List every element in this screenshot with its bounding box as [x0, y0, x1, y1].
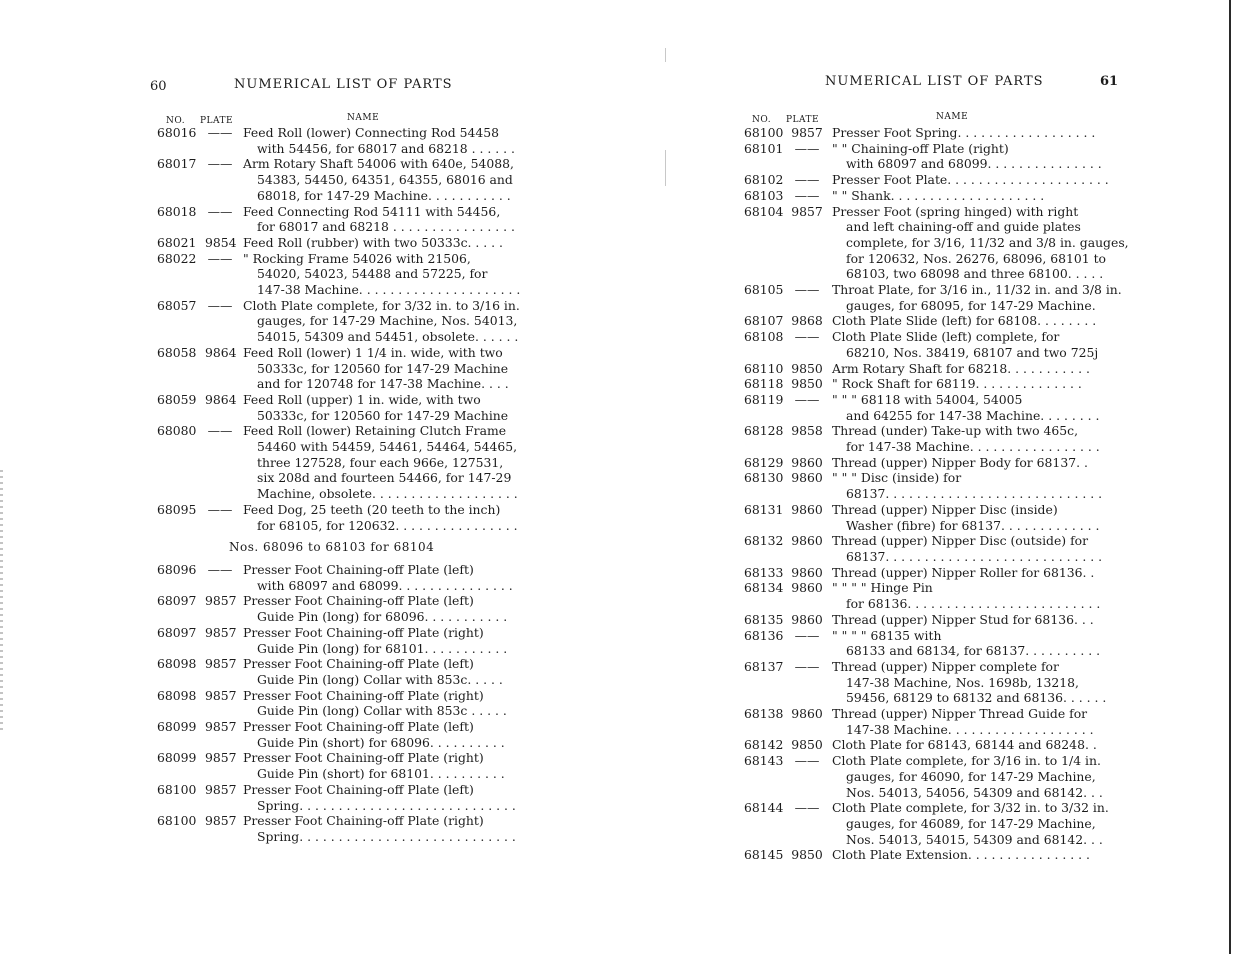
- part-description: [832, 847, 1090, 863]
- part-description: [832, 313, 1097, 329]
- description-line: " " " Disc (inside) for: [832, 470, 962, 486]
- description-line: Arm Rotary Shaft 54006 with 640e, 54088,: [243, 156, 514, 172]
- plate-number: ——: [207, 501, 233, 517]
- description-line: complete, for 3/16, 11/32 and 3/8 in. gauges,: [846, 234, 1129, 250]
- page-title: NUMERICAL LIST OF PARTS: [825, 74, 1044, 89]
- part-entry: [157, 156, 514, 203]
- description-line: Thread (upper) Nipper Disc (inside): [832, 501, 1058, 517]
- description-line: and for 120748 for 147-38 Machine. . . .: [257, 376, 509, 392]
- part-entry: [744, 658, 1107, 706]
- description-line: Guide Pin (long) for 68096. . . . . . . . . . .: [257, 609, 508, 625]
- part-number: 68097: [157, 624, 197, 640]
- part-number: 68099: [157, 719, 197, 735]
- part-description: [243, 813, 516, 844]
- description-line: with 68097 and 68099. . . . . . . . . . . . . . .: [257, 577, 513, 593]
- description-line: 147-38 Machine, Nos. 1698b, 13218,: [846, 674, 1079, 690]
- part-description: [832, 533, 1103, 564]
- description-line: Feed Roll (rubber) with two 50333c. . . . .: [243, 234, 503, 250]
- plate-number: ——: [794, 800, 820, 816]
- part-description: [243, 501, 518, 533]
- part-number: 68137: [744, 658, 784, 674]
- part-description: [243, 624, 508, 656]
- part-description: [832, 423, 1100, 455]
- part-description: [832, 376, 1082, 392]
- col-header-plate: PLATE: [786, 115, 820, 125]
- page-number: 60: [150, 79, 167, 94]
- plate-number: 9860: [791, 470, 823, 486]
- part-entry: [744, 706, 1094, 737]
- part-number: 68018: [157, 203, 197, 219]
- description-line: for 68105, for 120632. . . . . . . . . . . . . . . .: [257, 517, 518, 533]
- part-description: [243, 234, 503, 251]
- description-line: Guide Pin (long) Collar with 853c . . . . .: [257, 703, 507, 719]
- part-entry: [744, 376, 1084, 392]
- part-number: 68130: [744, 470, 784, 486]
- part-description: [243, 719, 505, 750]
- plate-number: ——: [207, 156, 233, 172]
- description-line: 68137. . . . . . . . . . . . . . . . . . . . . . . . . . . .: [846, 486, 1103, 502]
- description-line: Nos. 54013, 54015, 54309 and 68142. . .: [846, 831, 1103, 847]
- description-line: six 208d and fourteen 54466, for 147-29: [257, 470, 512, 486]
- plate-number: 9857: [791, 125, 823, 140]
- part-description: [832, 203, 1129, 283]
- part-description: [832, 125, 1096, 141]
- description-line: and left chaining-off and guide plates: [846, 219, 1081, 235]
- part-number: 68016: [157, 125, 197, 140]
- part-entry: [744, 800, 1109, 847]
- description-line: 68133 and 68134, for 68137. . . . . . . . . .: [846, 643, 1101, 659]
- description-line: Presser Foot Chaining-off Plate (left): [243, 781, 474, 797]
- part-description: [243, 593, 508, 625]
- plate-number: 9850: [791, 376, 823, 392]
- part-description: [243, 781, 516, 813]
- description-line: Presser Foot Chaining-off Plate (right): [243, 750, 484, 766]
- description-line: Cloth Plate Slide (left) complete, for: [832, 329, 1060, 345]
- plate-number: 9860: [791, 580, 823, 596]
- description-line: 50333c, for 120560 for 147-29 Machine: [257, 407, 509, 423]
- plate-number: ——: [794, 140, 820, 156]
- plate-number: 9857: [205, 719, 237, 735]
- part-entry: [744, 329, 1099, 360]
- part-entry: [744, 391, 1100, 423]
- description-line: Presser Foot Chaining-off Plate (left): [243, 561, 474, 577]
- description-line: gauges, for 68095, for 147-29 Machine.: [846, 297, 1096, 313]
- plate-number: 9857: [205, 624, 237, 640]
- plate-number: ——: [794, 391, 820, 407]
- plate-number: ——: [794, 172, 820, 188]
- description-line: Cloth Plate complete, for 3/32 in. to 3/32 in.: [832, 800, 1109, 816]
- section-subheading: Nos. 68096 to 68103 for 68104: [229, 540, 435, 555]
- description-line: gauges, for 46090, for 147-29 Machine,: [846, 768, 1096, 784]
- part-description: [243, 297, 520, 345]
- plate-number: 9857: [205, 781, 237, 797]
- part-description: [832, 188, 1082, 204]
- description-line: " " " 68118 with 54004, 54005: [832, 391, 1023, 407]
- plate-number: ——: [207, 125, 233, 140]
- description-line: Thread (upper) Nipper complete for: [832, 658, 1059, 674]
- description-line: " Rocking Frame 54026 with 21506,: [243, 250, 471, 266]
- plate-number: ——: [794, 627, 820, 643]
- description-line: Throat Plate, for 3/16 in., 11/32 in. and 3/8 in.: [832, 282, 1122, 298]
- description-line: Cloth Plate for 68143, 68144 and 68248. .: [832, 737, 1097, 753]
- description-line: Guide Pin (short) for 68101. . . . . . . . . .: [257, 766, 505, 782]
- part-number: 68131: [744, 501, 784, 517]
- plate-number: 9860: [791, 501, 823, 517]
- part-number: 68080: [157, 423, 197, 439]
- description-line: Washer (fibre) for 68137. . . . . . . . . . . . .: [846, 517, 1100, 533]
- description-line: Thread (upper) Nipper Disc (outside) for: [832, 533, 1089, 549]
- part-number: 68097: [157, 593, 197, 609]
- description-line: with 68097 and 68099. . . . . . . . . . . . . . .: [846, 156, 1102, 172]
- part-description: [832, 329, 1099, 360]
- part-number: 68119: [744, 391, 784, 407]
- plate-number: ——: [207, 203, 233, 219]
- part-number: 68134: [744, 580, 784, 596]
- part-description: [832, 282, 1122, 313]
- part-number: 68145: [744, 847, 784, 863]
- part-description: [832, 501, 1100, 533]
- description-line: three 127528, four each 966e, 127531,: [257, 454, 504, 470]
- description-line: Feed Roll (lower) 1 1/4 in. wide, with two: [243, 344, 503, 360]
- plate-number: ——: [794, 658, 820, 674]
- description-line: for 68136. . . . . . . . . . . . . . . . . . . . . . . . .: [846, 596, 1101, 612]
- description-line: Spring. . . . . . . . . . . . . . . . . . . . . . . . . . . .: [257, 828, 516, 844]
- part-entry: [157, 234, 503, 251]
- part-number: 68021: [157, 234, 197, 250]
- description-line: Presser Foot Chaining-off Plate (left): [243, 593, 474, 609]
- part-description: [243, 687, 507, 719]
- part-entry: [157, 719, 505, 750]
- part-description: [832, 564, 1095, 581]
- description-line: 68210, Nos. 38419, 68107 and two 725j: [846, 344, 1099, 360]
- part-number: 68129: [744, 454, 784, 470]
- plate-number: 9860: [791, 564, 823, 580]
- part-number: 68128: [744, 423, 784, 439]
- page-number: 61: [1100, 74, 1119, 89]
- plate-number: 9850: [791, 360, 823, 376]
- description-line: Thread (under) Take-up with two 465c,: [832, 423, 1079, 439]
- description-line: Feed Roll (lower) Connecting Rod 54458: [243, 125, 500, 140]
- parts-list-group: [157, 125, 521, 533]
- part-number: 68102: [744, 172, 784, 188]
- part-description: [832, 753, 1103, 800]
- part-entry: [157, 125, 515, 156]
- description-line: " " " " 68135 with: [832, 627, 942, 643]
- plate-number: 9850: [791, 847, 823, 863]
- plate-number: ——: [207, 561, 233, 577]
- description-line: Feed Roll (lower) Retaining Clutch Frame: [243, 423, 507, 439]
- part-entry: [744, 501, 1100, 533]
- part-entry: [157, 250, 521, 298]
- part-entry: [744, 423, 1100, 455]
- part-entry: [157, 501, 518, 533]
- part-description: [243, 656, 503, 687]
- description-line: Presser Foot Plate. . . . . . . . . . . . . . . . . . . . .: [832, 172, 1109, 188]
- description-line: Cloth Plate Slide (left) for 68108. . . . . . . .: [832, 313, 1097, 329]
- part-description: [832, 391, 1100, 423]
- part-description: [832, 737, 1097, 753]
- part-entry: [157, 561, 513, 593]
- description-line: 68103, two 68098 and three 68100. . . . .: [846, 266, 1104, 282]
- part-entry: [157, 391, 509, 423]
- description-line: Feed Dog, 25 teeth (20 teeth to the inch): [243, 501, 501, 517]
- plate-number: 9854: [205, 234, 237, 250]
- part-description: [832, 611, 1094, 628]
- col-header-name: NAME: [347, 113, 380, 123]
- description-line: Presser Foot Chaining-off Plate (right): [243, 813, 484, 829]
- part-number: 68096: [157, 561, 197, 577]
- parts-list: [744, 125, 1129, 863]
- part-description: [832, 800, 1109, 847]
- part-description: [243, 750, 505, 782]
- right-page: [620, 0, 1235, 954]
- part-entry: [744, 753, 1103, 800]
- part-number: 68017: [157, 156, 197, 172]
- description-line: for 147-38 Machine. . . . . . . . . . . . . . . . .: [846, 439, 1100, 455]
- part-number: 68057: [157, 297, 197, 313]
- part-number: 68098: [157, 687, 197, 703]
- part-number: 68107: [744, 313, 784, 329]
- description-line: Presser Foot Chaining-off Plate (left): [243, 656, 474, 672]
- description-line: " Rock Shaft for 68119. . . . . . . . . . . . . .: [832, 376, 1082, 392]
- plate-number: 9860: [791, 454, 823, 470]
- plate-number: 9864: [205, 344, 237, 360]
- description-line: Cloth Plate complete, for 3/32 in. to 3/16 in.: [243, 297, 520, 313]
- plate-number: 9868: [791, 313, 823, 329]
- part-number: 68101: [744, 140, 784, 156]
- plate-number: 9860: [791, 611, 823, 627]
- part-number: 68100: [157, 813, 197, 829]
- page-title: NUMERICAL LIST OF PARTS: [234, 77, 453, 92]
- part-entry: [744, 188, 1084, 204]
- part-description: [243, 125, 515, 156]
- description-line: 54383, 54450, 64351, 64355, 68016 and: [257, 172, 513, 188]
- description-line: Presser Foot Spring. . . . . . . . . . . . . . . . . .: [832, 125, 1096, 140]
- description-line: Guide Pin (short) for 68096. . . . . . . . . .: [257, 734, 505, 750]
- description-line: Nos. 54013, 54056, 54309 and 68142. . .: [846, 784, 1103, 800]
- description-line: Spring. . . . . . . . . . . . . . . . . . . . . . . . . . . .: [257, 797, 516, 813]
- part-entry: [744, 564, 1095, 581]
- part-description: [832, 360, 1090, 377]
- part-description: [832, 140, 1102, 172]
- plate-number: 9858: [791, 423, 823, 439]
- plate-number: 9860: [791, 533, 823, 549]
- part-number: 68144: [744, 800, 784, 816]
- description-line: Presser Foot Chaining-off Plate (right): [243, 687, 484, 703]
- part-entry: [157, 344, 509, 392]
- plate-number: ——: [207, 250, 233, 266]
- part-description: [832, 172, 1109, 188]
- part-entry: [744, 454, 1088, 471]
- part-entry: [744, 140, 1102, 172]
- part-number: 68022: [157, 250, 197, 266]
- part-number: 68103: [744, 187, 784, 203]
- part-description: [832, 580, 1101, 612]
- part-entry: [744, 470, 1103, 502]
- part-entry: [744, 125, 1096, 141]
- part-entry: [744, 203, 1129, 283]
- part-description: [243, 344, 509, 392]
- parts-list: [157, 125, 521, 845]
- description-line: Feed Roll (upper) 1 in. wide, with two: [243, 391, 481, 407]
- part-number: 68110: [744, 360, 784, 376]
- part-description: [243, 391, 509, 423]
- part-number: 68099: [157, 750, 197, 766]
- description-line: Presser Foot (spring hinged) with right: [832, 203, 1079, 219]
- plate-number: 9857: [205, 813, 237, 829]
- description-line: Guide Pin (long) for 68101. . . . . . . . . . .: [257, 640, 508, 656]
- part-number: 68135: [744, 611, 784, 627]
- description-line: Feed Connecting Rod 54111 with 54456,: [243, 203, 501, 219]
- part-entry: [157, 813, 516, 844]
- description-line: Presser Foot Chaining-off Plate (left): [243, 719, 474, 735]
- part-entry: [157, 656, 503, 687]
- plate-number: 9860: [791, 706, 823, 722]
- plate-number: ——: [207, 297, 233, 313]
- plate-number: ——: [794, 753, 820, 769]
- description-line: 147-38 Machine. . . . . . . . . . . . . . . . . . . . .: [257, 282, 521, 298]
- description-line: 54015, 54309 and 54451, obsolete. . . . . .: [257, 329, 519, 345]
- description-line: for 68017 and 68218 . . . . . . . . . . . . . . . .: [257, 219, 515, 235]
- plate-number: 9857: [205, 687, 237, 703]
- description-line: gauges, for 46089, for 147-29 Machine,: [846, 815, 1096, 831]
- part-number: 68118: [744, 376, 784, 392]
- part-number: 68100: [744, 125, 784, 140]
- description-line: 50333c, for 120560 for 147-29 Machine: [257, 360, 509, 376]
- part-entry: [744, 737, 1097, 753]
- part-number: 68136: [744, 627, 784, 643]
- part-description: [243, 250, 521, 298]
- plate-number: 9857: [205, 656, 237, 672]
- plate-number: 9857: [205, 593, 237, 609]
- part-entry: [157, 203, 515, 235]
- plate-number: ——: [794, 282, 820, 298]
- description-line: Thread (upper) Nipper Stud for 68136. . .: [832, 611, 1094, 627]
- part-entry: [157, 423, 518, 502]
- description-line: " " Shank. . . . . . . . . . . . . . . . . . . .: [832, 187, 1045, 203]
- part-number: 68108: [744, 329, 784, 345]
- description-line: gauges, for 147-29 Machine, Nos. 54013,: [257, 313, 518, 329]
- part-description: [243, 156, 514, 203]
- part-entry: [157, 781, 516, 813]
- description-line: with 54456, for 68017 and 68218 . . . . . .: [257, 140, 515, 156]
- part-number: 68104: [744, 203, 784, 219]
- part-description: [243, 423, 518, 502]
- description-line: Cloth Plate Extension. . . . . . . . . . . . . . . .: [832, 847, 1090, 863]
- description-line: 54020, 54023, 54488 and 57225, for: [257, 266, 488, 282]
- description-line: Thread (upper) Nipper Body for 68137. .: [832, 454, 1088, 470]
- part-number: 68133: [744, 564, 784, 580]
- part-entry: [744, 360, 1090, 377]
- plate-number: ——: [794, 329, 820, 345]
- plate-number: 9857: [205, 750, 237, 766]
- description-line: 68137. . . . . . . . . . . . . . . . . . . . . . . . . . . .: [846, 548, 1103, 564]
- col-header-plate: PLATE: [200, 116, 234, 126]
- part-description: [243, 203, 515, 235]
- description-line: 147-38 Machine. . . . . . . . . . . . . . . . . . .: [846, 721, 1094, 737]
- description-line: " " " " Hinge Pin: [832, 580, 933, 596]
- part-entry: [744, 580, 1101, 612]
- plate-number: 9857: [791, 203, 823, 219]
- part-entry: [744, 313, 1097, 329]
- part-number: 68138: [744, 706, 784, 722]
- part-number: 68143: [744, 753, 784, 769]
- col-header-no: NO.: [166, 116, 186, 126]
- description-line: " " Chaining-off Plate (right): [832, 140, 1009, 156]
- plate-number: 9864: [205, 391, 237, 407]
- part-entry: [744, 611, 1094, 628]
- part-description: [832, 706, 1094, 737]
- part-number: 68142: [744, 737, 784, 753]
- part-number: 68059: [157, 391, 197, 407]
- description-line: Presser Foot Chaining-off Plate (right): [243, 624, 484, 640]
- plate-number: ——: [207, 423, 233, 439]
- part-number: 68132: [744, 533, 784, 549]
- description-line: Cloth Plate complete, for 3/16 in. to 1/4 in.: [832, 753, 1101, 769]
- plate-number: 9850: [791, 737, 823, 753]
- description-line: Machine, obsolete. . . . . . . . . . . . . . . . . . .: [257, 486, 518, 502]
- part-entry: [157, 687, 507, 719]
- part-entry: [744, 627, 1101, 659]
- description-line: Thread (upper) Nipper Roller for 68136. .: [832, 564, 1095, 580]
- description-line: 54460 with 54459, 54461, 54464, 54465,: [257, 439, 518, 455]
- part-entry: [744, 282, 1122, 313]
- part-description: [832, 470, 1103, 502]
- part-description: [832, 454, 1088, 471]
- part-entry: [157, 624, 508, 656]
- col-header-no: NO.: [752, 115, 772, 125]
- part-description: [832, 627, 1101, 659]
- description-line: 68018, for 147-29 Machine. . . . . . . . . . .: [257, 187, 511, 203]
- part-entry: [157, 750, 505, 782]
- part-entry: [744, 847, 1090, 863]
- parts-list-group: [157, 561, 516, 845]
- part-number: 68105: [744, 282, 784, 298]
- description-line: Arm Rotary Shaft for 68218. . . . . . . . . . .: [832, 360, 1090, 376]
- description-line: Guide Pin (long) Collar with 853c. . . . .: [257, 671, 503, 687]
- part-number: 68098: [157, 656, 197, 672]
- part-description: [243, 561, 513, 593]
- part-number: 68100: [157, 781, 197, 797]
- plate-number: ——: [794, 187, 820, 203]
- part-description: [832, 658, 1107, 706]
- part-number: 68058: [157, 344, 197, 360]
- part-entry: [744, 172, 1109, 188]
- part-number: 68095: [157, 501, 197, 517]
- col-header-name: NAME: [936, 112, 969, 122]
- part-entry: [157, 297, 520, 345]
- description-line: 59456, 68129 to 68132 and 68136. . . . . .: [846, 690, 1107, 706]
- description-line: Thread (upper) Nipper Thread Guide for: [832, 706, 1088, 722]
- part-entry: [157, 593, 508, 625]
- part-entry: [744, 533, 1103, 564]
- description-line: and 64255 for 147-38 Machine. . . . . . . .: [846, 407, 1100, 423]
- description-line: for 120632, Nos. 26276, 68096, 68101 to: [846, 250, 1107, 266]
